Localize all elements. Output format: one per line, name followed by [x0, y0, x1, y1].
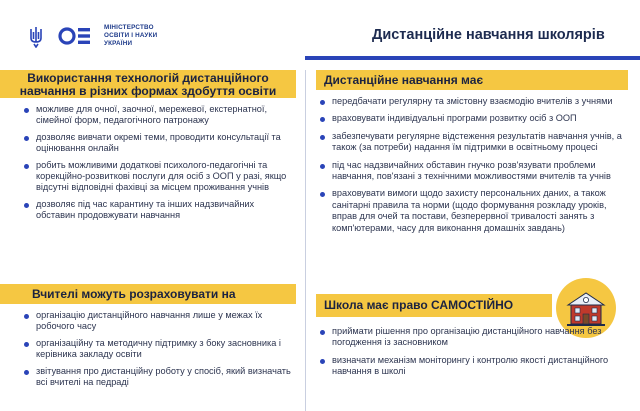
list-item: дозволяє вивчати окремі теми, проводити консультації та оцінювання онлайн — [22, 132, 294, 155]
ministry-line: УКРАЇНИ — [104, 40, 133, 47]
distance-learning-list — [318, 96, 630, 240]
section-heading-distance-learning: Дистанційне навчання має — [316, 70, 628, 90]
ministry-line: ОСВІТИ І НАУКИ — [104, 32, 158, 39]
list-item: враховувати вимоги щодо захисту персональних даних, а також санітарні правила та норми (щодо формування розкладу уроків, вправ для очей та постави, безперервної тривалості занять з комп'ютерами, часу для виконання домашніх завдань) — [318, 188, 630, 234]
page-header — [0, 0, 640, 64]
list-item: організаційну та методичну підтримку з боку засновника і керівника закладу освіти — [22, 338, 294, 361]
ministry-name — [104, 24, 157, 48]
list-item: забезпечувати регулярне відстеження результатів навчання учнів, а також (за потреби) надання їм підтримки в освітньому процесі — [318, 131, 630, 154]
heading-line: Використання технологій дистанційного — [27, 71, 269, 85]
list-item: робить можливими додаткові психолого-педагогічні та корекційно-розвиткові послуги для осіб з ООП у разі, якщо відсутні відповідні фахівці за місцем проживання учнів — [22, 160, 294, 194]
ministry-line: МІНІСТЕРСТВО — [104, 24, 154, 31]
list-item: можливе для очної, заочної, мережевої, екстернатної, сімейної форм, педагогічного патронажу — [22, 104, 294, 127]
list-item: організацію дистанційного навчання лише у межах їх робочого часу — [22, 310, 294, 333]
column-divider — [305, 70, 306, 411]
list-item: звітування про дистанційну роботу у спосіб, який визначать всі вчителі на педраді — [22, 366, 294, 389]
page-title: Дистанційне навчання школярів — [372, 27, 605, 43]
heading-line: навчання в різних формах здобуття освіти — [19, 84, 277, 98]
list-item: враховувати індивідуальні програми розвитку осіб з ООП — [318, 113, 630, 124]
list-item: передбачати регулярну та змістовну взаємодію вчителів з учнями — [318, 96, 630, 107]
section-heading-technologies — [0, 70, 296, 98]
list-item: під час надзвичайних обставин гнучко розв'язувати проблеми навчання, пов'язані з технічними можливостями вчителів та учнів — [318, 160, 630, 183]
trident-icon — [29, 26, 43, 48]
mon-logo-icon — [58, 25, 92, 47]
list-item: дозволяє під час карантину та інших надзвичайних обставин продовжувати навчання — [22, 199, 294, 222]
list-item: визначати механізм моніторингу і контролю якості дистанційного навчання в школі — [318, 355, 630, 378]
technologies-list — [22, 104, 294, 227]
section-heading-teachers: Вчителі можуть розраховувати на — [0, 284, 296, 304]
teachers-list — [22, 310, 294, 393]
section-heading-school-rights: Школа має право САМОСТІЙНО — [316, 294, 552, 317]
title-underline — [305, 56, 640, 60]
school-rights-list — [318, 326, 630, 384]
list-item: приймати рішення про організацію дистанційного навчання без погодження із засновником — [318, 326, 630, 349]
